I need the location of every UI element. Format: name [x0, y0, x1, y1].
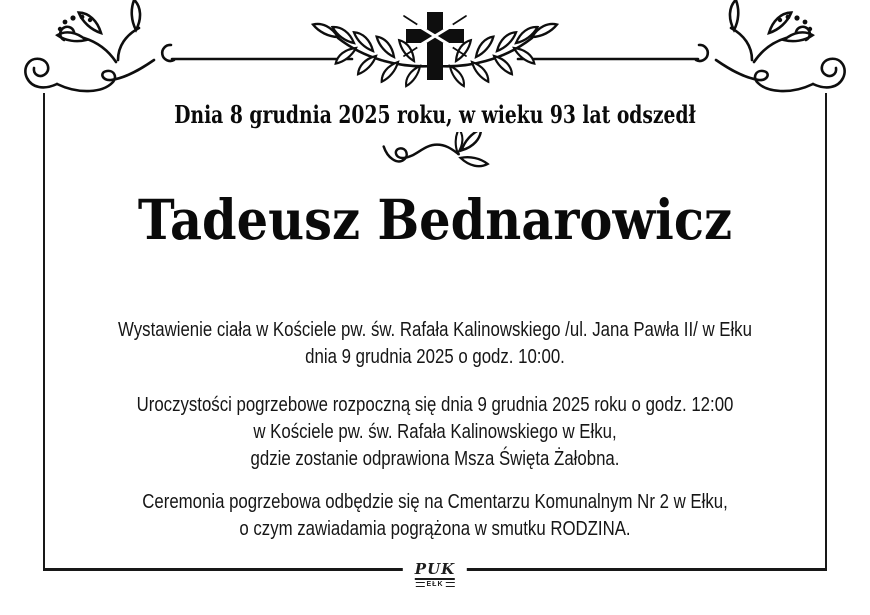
funeral-home-logo [403, 559, 467, 588]
burial-info-line-2: o czym zawiadamia pogrążona w smutku RODZINA. [239, 518, 631, 540]
frame-border-right [825, 93, 827, 570]
top-ornament [0, 0, 870, 100]
funeral-service-line-3: gdzie zostanie odprawiona Msza Święta Żałobna. [250, 448, 620, 470]
logo-secondary-text: EŁK [426, 581, 444, 588]
floral-flourish-left-icon [25, 0, 352, 91]
logo-primary-text: PUK [414, 560, 456, 578]
leaf-divider-icon [378, 132, 492, 182]
burial-info-line-1: Ceremonia pogrzebowa odbędzie się na Cmentarzu Komunalnym Nr 2 w Ełku, [142, 491, 728, 513]
deceased-name: Tadeusz Bednarowicz [137, 187, 733, 252]
intro-line: Dnia 8 grudnia 2025 roku, w wieku 93 lat odszedł [174, 100, 696, 129]
burial-info [70, 489, 801, 543]
frame-border-left [43, 93, 45, 570]
viewing-info-line-1: Wystawienie ciała w Kościele pw. św. Rafała Kalinowskiego /ul. Jana Pawła II/ w Ełku [118, 319, 752, 341]
funeral-service-info [70, 392, 801, 473]
viewing-info-line-2: dnia 9 grudnia 2025 o godz. 10:00. [305, 346, 565, 368]
logo-bar-left [416, 582, 425, 587]
viewing-info [70, 317, 801, 371]
funeral-service-line-1: Uroczystości pogrzebowe rozpoczną się dnia 9 grudnia 2025 roku o godz. 12:00 [136, 394, 734, 416]
funeral-service-line-2: w Kościele pw. św. Rafała Kalinowskiego w Ełku, [253, 421, 617, 443]
floral-flourish-right-icon [518, 0, 845, 91]
logo-bar-right [446, 582, 455, 587]
